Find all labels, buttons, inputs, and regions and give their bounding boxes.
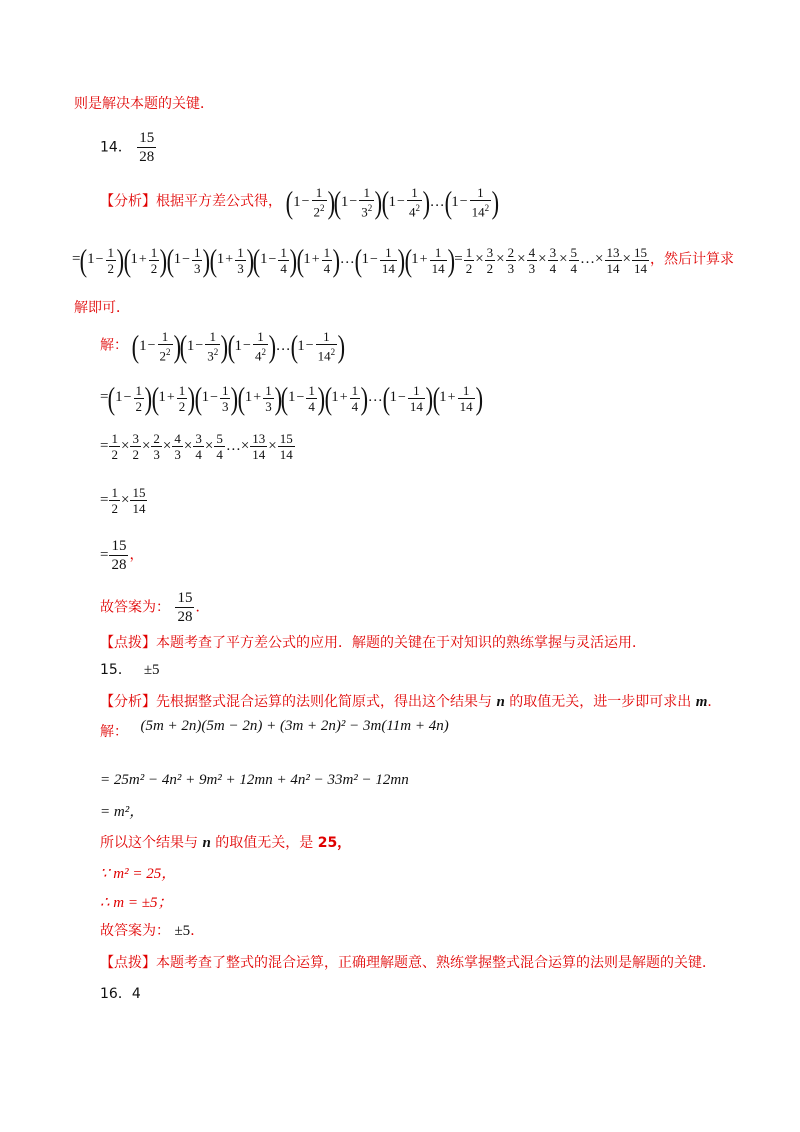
q15-final-label: 故答案为： xyxy=(100,923,170,939)
q15-solution-line2 xyxy=(100,770,409,790)
q15-conclusion xyxy=(100,833,351,853)
q14-solution-simplified: = $\frac{1}{2}$ × $\frac{15}{14}$ xyxy=(100,485,146,516)
q14-solution-result: = $\frac{15}{28}$ xyxy=(100,538,127,573)
q14-product-expression: (1− $\frac{1}{2^2}$ )(1− $\frac{1}{3^2}$ )(1− $\frac{1}{4^2}$ )…(1− $\frac{1}{14^2}$ ) xyxy=(286,184,500,221)
q15-analysis-text-2: 的取值无关，进一步即可求出 xyxy=(509,694,692,710)
q15-answer: ±5 xyxy=(143,662,160,678)
q14-answer-fraction xyxy=(137,130,156,165)
q15-analysis-tag: 【分析】 xyxy=(100,694,156,710)
q15-analysis xyxy=(100,692,721,712)
q15-tip xyxy=(100,953,716,973)
q14-number: 14． xyxy=(100,139,132,156)
q15-solution-line3 xyxy=(100,802,144,822)
q15-final-period: ． xyxy=(190,923,205,939)
q14-solution-line2 xyxy=(100,382,482,414)
q14-solution-comma: ， xyxy=(129,546,144,563)
q16-header xyxy=(100,984,141,1004)
q14-solution-expression: (1− $\frac{1}{2^2}$ )(1− $\frac{1}{3^2}$ )(1− $\frac{1}{4^2}$ )…(1− $\frac{1}{14^2}$ ) xyxy=(132,328,346,365)
q15-therefore-expression: ∴ m = ±5； xyxy=(100,895,173,911)
q14-tip xyxy=(100,633,646,653)
q15-tip-text: 本题考查了整式的混合运算，正确理解题意、熟练掌握整式混合运算的法则是解题的关键． xyxy=(156,955,716,971)
q14-final-period: ． xyxy=(195,599,210,616)
q14-tip-text: 本题考查了平方差公式的应用．解题的关键在于对知识的熟练掌握与灵活运用． xyxy=(156,635,646,651)
q14-analysis-end: 解即可． xyxy=(74,300,130,316)
q14-solution-prefix: 解： xyxy=(100,337,128,354)
q15-because-line xyxy=(100,864,176,884)
q16-answer: 4 xyxy=(131,986,141,1002)
q15-therefore-line xyxy=(100,893,172,913)
q14-final-answer xyxy=(100,590,209,625)
q14-final-fraction: $\frac{15}{28}$ xyxy=(177,590,193,625)
q14-analysis-text: 根据平方差公式得， xyxy=(156,193,282,210)
q14-solution-line1 xyxy=(100,328,346,365)
q14-final-label: 故答案为： xyxy=(100,599,170,616)
q15-result-expression: = m²， xyxy=(100,804,145,820)
q15-conclusion-1: 所以这个结果与 xyxy=(100,835,198,851)
q14-analysis-tail: ，然后计算求 xyxy=(649,251,734,268)
q14-solution-expanded: =(1− $\frac{1}{2}$ )(1+ $\frac{1}{2}$ )(1− $\frac{1}{3}$ )(1+ $\frac{1}{3}$ )(1− $\frac{1}{4}$ )(1+ $\frac{1}{4}$ )…(1− $\frac{1}{14}$ )(1+ $\frac{1}{14}$ ) xyxy=(100,380,483,416)
q15-number: 15． xyxy=(100,662,132,678)
q14-solution-line4 xyxy=(100,486,148,515)
q16-number: 16． xyxy=(100,986,132,1002)
q14-solution-line3 xyxy=(100,432,296,461)
q14-solution-line5 xyxy=(100,538,143,573)
q14-solution-product: = $\frac{1}{2}$ × $\frac{3}{2}$ × $\frac{2}{3}$ × $\frac{4}{3}$ × $\frac{3}{4}$ × $\frac{5}{4}$ …× $\frac{13}{14}$ × $\frac{15}{14}$ xyxy=(100,431,293,462)
q14-analysis-line2 xyxy=(72,244,734,276)
q15-header xyxy=(100,660,160,680)
q14-expanded-expression: =(1− $\frac{1}{2}$ )(1+ $\frac{1}{2}$ )(1− $\frac{1}{3}$ )(1+ $\frac{1}{3}$ )(1− $\frac{1}{4}$ )(1+ $\frac{1}{4}$ )…(1− $\frac{1}{14}$ )(1+ $\frac{1}{14}$ )= $\frac{1}{2}$ × $\frac{3}{2}$ × $\frac{2}{3}$ × $\frac{4}{3}$ × $\frac{3}{4}$ × $\frac{5}{4}$ …× $\frac{13}{14}$ × $\frac{15}{14}$ xyxy=(72,242,647,278)
q15-var-n: n xyxy=(496,694,505,710)
q14-analysis-line1 xyxy=(100,184,500,221)
q15-analysis-period: ． xyxy=(707,694,722,710)
q15-solution-prefix: 解： xyxy=(100,724,128,740)
q14-answer-den: 28 xyxy=(139,149,155,165)
q15-conclusion-var-n: n xyxy=(202,835,211,851)
q14-answer-num: 15 xyxy=(139,130,155,146)
q15-expanded-expression: = 25m² − 4n² + 9m² + 12mn + 4n² − 33m² − 12mn xyxy=(100,772,409,788)
q15-tip-tag: 【点拨】 xyxy=(100,955,156,971)
q15-conclusion-value: 25， xyxy=(317,835,352,851)
q15-solution-line1 xyxy=(100,718,449,742)
q15-analysis-text-1: 先根据整式混合运算的法则化简原式，得出这个结果与 xyxy=(156,694,492,710)
q15-var-m: m xyxy=(695,694,708,710)
q15-conclusion-2: 的取值无关，是 xyxy=(215,835,314,851)
q14-analysis-tag: 【分析】 xyxy=(100,193,156,210)
q15-original-expression: (5m + 2n)(5m − 2n) + (3m + 2n)² − 3m(11m + 4n) xyxy=(140,718,449,734)
q15-final-answer xyxy=(100,921,204,941)
continuation-line: 则是解决本题的关键． xyxy=(74,96,214,112)
q14-header xyxy=(100,130,157,165)
q15-because-expression: ∵ m² = 25， xyxy=(100,866,177,882)
q15-final-value: ±5 xyxy=(174,923,191,939)
q14-tip-tag: 【点拨】 xyxy=(100,635,156,651)
